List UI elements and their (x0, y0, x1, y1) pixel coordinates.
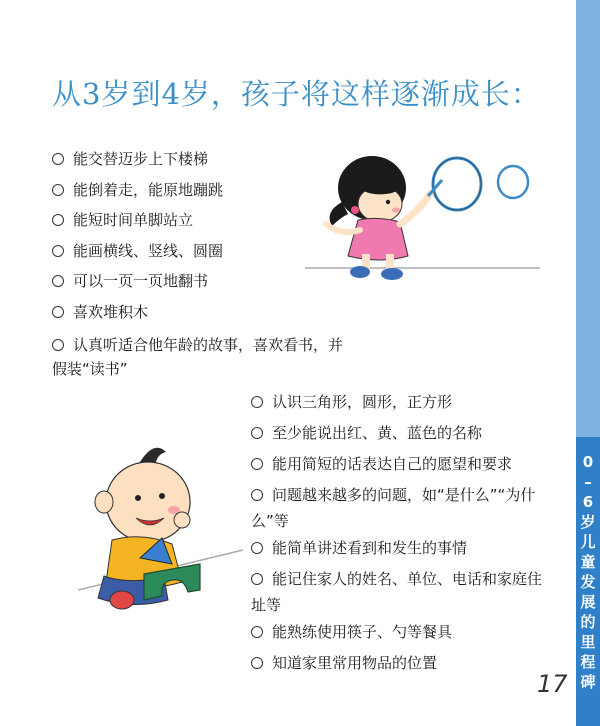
list-item: 能交替迈步上下楼梯 (52, 150, 412, 181)
circle-bullet-icon (251, 427, 263, 439)
milestone-list-bottom (251, 393, 551, 685)
list-item: 知道家里常用物品的位置 (251, 654, 551, 672)
circle-bullet-icon (52, 339, 64, 351)
list-item: 能倒着走，能原地蹦跳 (52, 181, 412, 212)
girl-blowing-bubbles-icon (300, 140, 545, 300)
circle-bullet-icon (251, 657, 263, 669)
list-item: 认识三角形，圆形，正方形 (251, 393, 551, 411)
circle-bullet-icon (251, 626, 263, 638)
circle-bullet-icon (251, 573, 263, 585)
toddler-with-blocks-icon (78, 440, 248, 635)
list-item: 认真听适合他年龄的故事，喜欢看书，并假装“读书” (52, 336, 344, 378)
list-item: 喜欢堆积木 (52, 303, 412, 334)
circle-bullet-icon (52, 153, 64, 165)
list-item: 能记住家人的姓名、单位、电话和家庭住址等 (251, 570, 543, 614)
page-number: 17 (537, 670, 568, 698)
list-item: 问题越来越多的问题，如“是什么”“为什么”等 (251, 486, 536, 530)
sidebar-strip (576, 0, 600, 726)
circle-bullet-icon (52, 275, 64, 287)
page-title: 从3岁到4岁，孩子将这样逐渐成长： (52, 77, 541, 111)
list-item: 能熟练使用筷子、勺等餐具 (251, 623, 551, 641)
list-item: 可以一页一页地翻书 (52, 272, 412, 303)
circle-bullet-icon (52, 245, 64, 257)
circle-bullet-icon (251, 458, 263, 470)
circle-bullet-icon (251, 396, 263, 408)
circle-bullet-icon (251, 489, 263, 501)
sidebar-vertical-title: 0 – 6 岁 儿 童 发 展 的 里 程 碑 (580, 453, 596, 691)
list-item: 至少能说出红、黄、蓝色的名称 (251, 424, 551, 442)
list-item: 能用简短的话表达自己的愿望和要求 (251, 455, 551, 473)
list-item: 能画横线、竖线、圆圈 (52, 242, 412, 273)
list-item: 能短时间单脚站立 (52, 211, 412, 242)
circle-bullet-icon (52, 214, 64, 226)
circle-bullet-icon (251, 542, 263, 554)
circle-bullet-icon (52, 306, 64, 318)
circle-bullet-icon (52, 184, 64, 196)
list-item: 能简单讲述看到和发生的事情 (251, 539, 551, 557)
